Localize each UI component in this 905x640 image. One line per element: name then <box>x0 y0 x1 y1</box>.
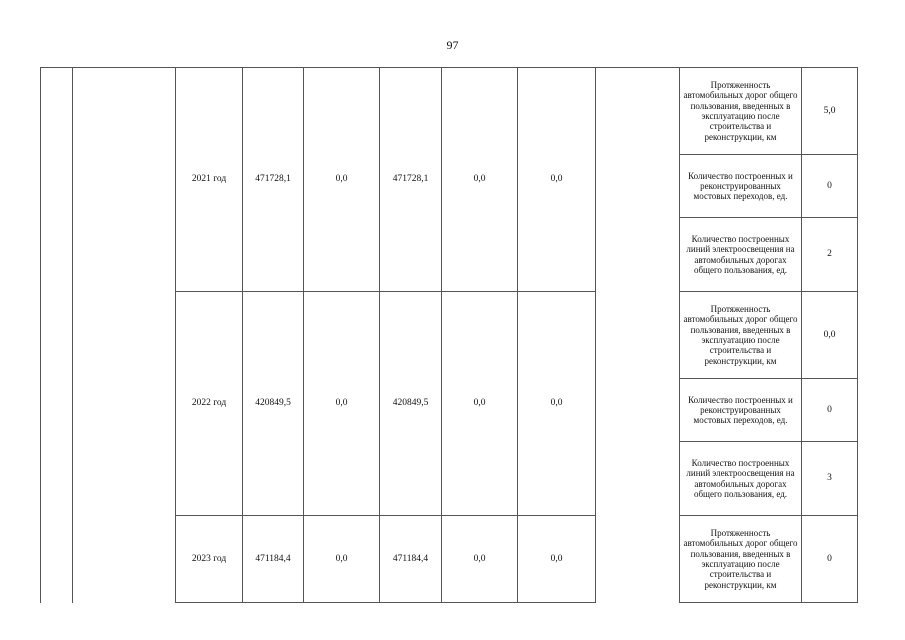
value-cell: 0,0 <box>442 68 518 292</box>
merged-cell-executor <box>596 68 680 603</box>
indicator-name-cell: Протяженность автомобильных дорог общего пользования, введенных в эксплуатацию после строительства и реконструкции, км <box>680 68 802 155</box>
indicator-name-cell: Количество построенных и реконструированных мостовых переходов, ед. <box>680 379 802 442</box>
indicator-value-cell: 5,0 <box>802 68 858 155</box>
indicator-value-cell: 0,0 <box>802 292 858 379</box>
merged-cell-measure-name <box>73 68 176 603</box>
value-cell: 0,0 <box>518 292 596 516</box>
indicator-value-cell: 0 <box>802 155 858 218</box>
page-number: 97 <box>446 38 459 52</box>
value-cell: 0,0 <box>518 516 596 603</box>
program-table <box>40 67 858 603</box>
value-cell: 0,0 <box>442 292 518 516</box>
table-row-2021 <box>41 68 858 155</box>
indicator-value-cell: 0 <box>802 516 858 603</box>
value-total-cell: 471728,1 <box>243 68 304 292</box>
year-cell: 2021 год <box>176 68 243 292</box>
value-cell: 0,0 <box>304 68 380 292</box>
value-cell: 471184,4 <box>380 516 442 603</box>
value-cell: 0,0 <box>304 292 380 516</box>
value-cell: 0,0 <box>442 516 518 603</box>
indicator-value-cell: 0 <box>802 379 858 442</box>
value-total-cell: 471184,4 <box>243 516 304 603</box>
value-cell: 420849,5 <box>380 292 442 516</box>
indicator-name-cell: Количество построенных и реконструированных мостовых переходов, ед. <box>680 155 802 218</box>
indicator-name-cell: Количество построенных линий электроосвещения на автомобильных дорогах общего пользования, ед. <box>680 442 802 516</box>
value-cell: 0,0 <box>304 516 380 603</box>
value-cell: 471728,1 <box>380 68 442 292</box>
value-cell: 0,0 <box>518 68 596 292</box>
indicator-value-cell: 2 <box>802 218 858 292</box>
indicator-name-cell: Протяженность автомобильных дорог общего пользования, введенных в эксплуатацию после строительства и реконструкции, км <box>680 516 802 603</box>
merged-cell-number <box>41 68 73 603</box>
indicator-name-cell: Протяженность автомобильных дорог общего пользования, введенных в эксплуатацию после строительства и реконструкции, км <box>680 292 802 379</box>
year-cell: 2023 год <box>176 516 243 603</box>
value-total-cell: 420849,5 <box>243 292 304 516</box>
year-cell: 2022 год <box>176 292 243 516</box>
indicator-name-cell: Количество построенных линий электроосвещения на автомобильных дорогах общего пользования, ед. <box>680 218 802 292</box>
indicator-value-cell: 3 <box>802 442 858 516</box>
